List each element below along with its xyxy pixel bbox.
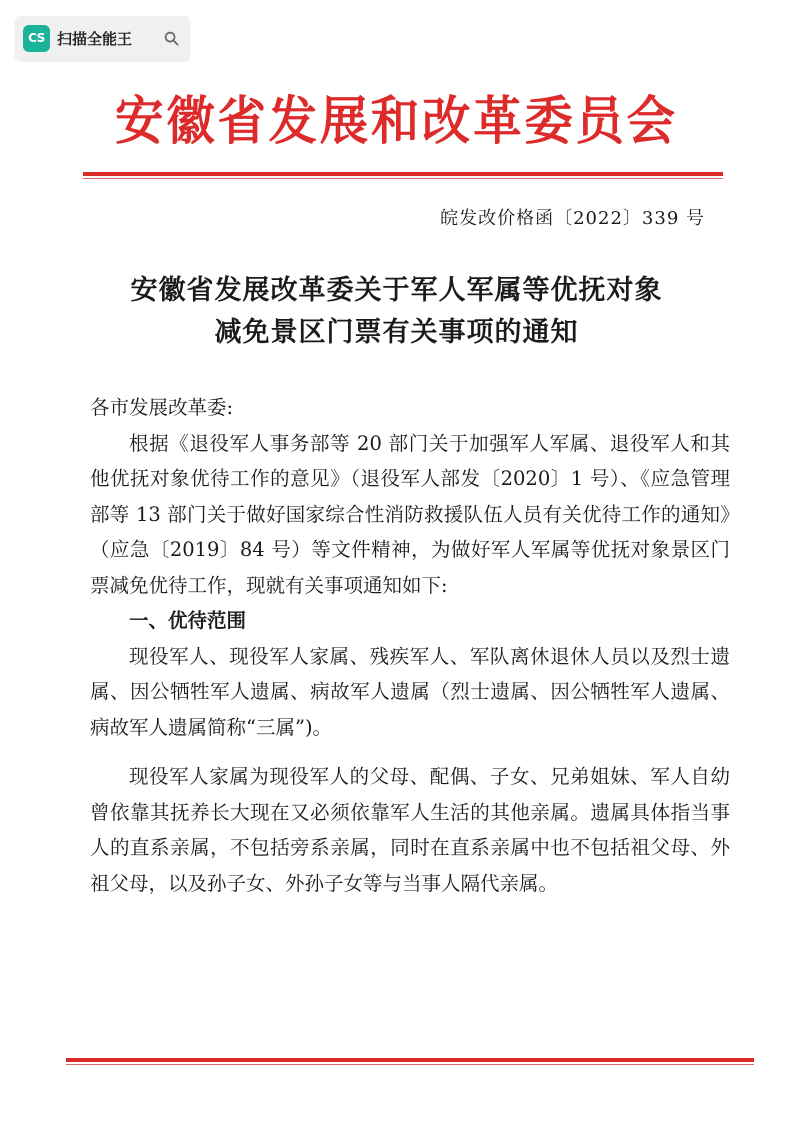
letterhead-red-rule [83,172,723,176]
letterhead-org-name: 安徽省发展和改革委员会 [115,91,678,152]
footer-red-rule [66,1058,754,1062]
title-line-2: 减免景区门票有关事项的通知 [214,317,579,348]
app-logo: CS [23,25,50,52]
salutation: 各市发展改革委: [90,396,234,419]
paragraph-basis: 根据《退役军人事务部等 20 部门关于加强军人军属、退役军人和其他优抚对象优待工作的意见》（退役军人部发〔2020〕1 号）、《应急管理部等 13 部门关于做好国家综合性消防救援队伍人员有关优待工作的通知》（应急〔2019〕84 号）等文件精神，为做好军人军属等优抚对象景区门票减免优待工作，现就有关事项通知如下: [90,431,730,597]
document-title [0,270,793,354]
footer-red-rule-thin [66,1064,754,1065]
search-icon[interactable] [160,27,182,49]
document-number: 皖发改价格函〔2022〕339 号 [440,208,705,229]
document-body [90,390,730,901]
letterhead-red-rule-thin [83,178,723,179]
paragraph-family-definition: 现役军人家属为现役军人的父母、配偶、子女、兄弟姐妹、军人自幼曾依靠其抚养长大现在又必须依靠军人生活的其他亲属。遗属具体指当事人的直系亲属，不包括旁系亲属，同时在直系亲属中也不包括祖父母、外祖父母，以及孙子女、外孙子女等与当事人隔代亲属。 [90,765,730,895]
app-name: 扫描全能王 [57,29,133,48]
section-heading-scope: 一、优待范围 [129,609,247,632]
scanner-app-badge[interactable] [15,16,190,60]
paragraph-scope: 现役军人、现役军人家属、残疾军人、军队离休退休人员以及烈士遗属、因公牺牲军人遗属、病故军人遗属（烈士遗属、因公牺牲军人遗属、病故军人遗属简称“三属”)。 [90,644,730,739]
title-line-1: 安徽省发展改革委关于军人军属等优抚对象 [130,275,663,306]
